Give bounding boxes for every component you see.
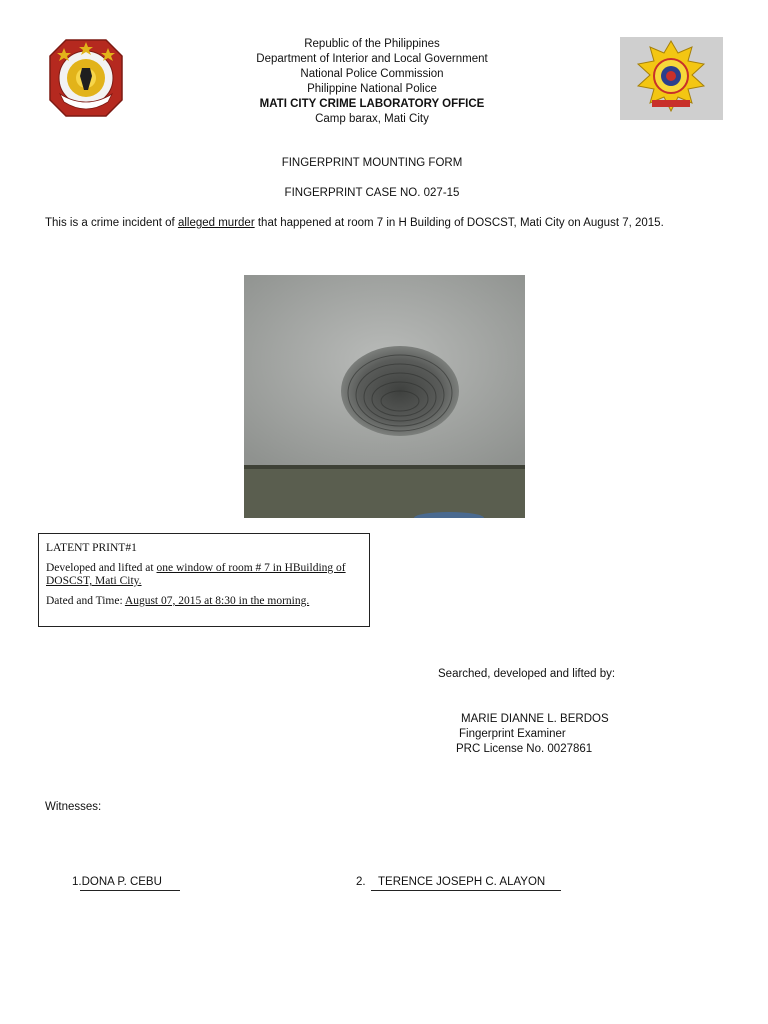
incident-prefix: This is a crime incident of (45, 217, 178, 229)
latent-print-developed (46, 562, 362, 588)
crime-laboratory-badge-icon (620, 37, 723, 120)
latent-developed-location: one window of room # 7 in HBuilding of DOSCST, Mati City. (46, 562, 346, 587)
examiner-license: PRC License No. 0027861 (456, 743, 593, 755)
letterhead (200, 37, 544, 127)
latent-fingerprint-photo (244, 275, 525, 518)
witness-1-name: DONA P. CEBU (81, 876, 162, 888)
form-title: FINGERPRINT MOUNTING FORM (281, 157, 463, 169)
witness-2-signature-line (371, 876, 561, 891)
witness-2-number: 2. (356, 876, 366, 888)
examiner-title: Fingerprint Examiner (459, 728, 566, 740)
pnp-seal-icon (46, 36, 126, 120)
latent-dated-value: August 07, 2015 at 8:30 in the morning. (124, 595, 310, 607)
witness-1-signature-line (80, 876, 180, 891)
incident-suffix: that happened at room 7 in H Building of DOSCST, Mati City on August 7, 2015. (254, 217, 664, 229)
latent-dated-label: Dated and Time: (46, 595, 125, 607)
case-number: FINGERPRINT CASE NO. 027-15 (284, 187, 460, 199)
letterhead-line-address: Camp barax, Mati City (315, 113, 429, 125)
latent-print-title: LATENT PRINT#1 (46, 542, 137, 554)
latent-print-dated (46, 595, 362, 608)
examiner-name: MARIE DIANNE L. BERDOS (461, 713, 609, 725)
witness-2-name: TERENCE JOSEPH C. ALAYON (378, 876, 546, 888)
witnesses-label: Witnesses: (45, 801, 102, 813)
letterhead-line-commission: National Police Commission (300, 68, 444, 80)
letterhead-line-republic: Republic of the Philippines (304, 38, 440, 50)
searched-by-label: Searched, developed and lifted by: (438, 668, 616, 680)
letterhead-line-department: Department of Interior and Local Government (256, 53, 488, 65)
letterhead-line-office: MATI CITY CRIME LABORATORY OFFICE (259, 98, 485, 110)
incident-description (45, 216, 705, 231)
witness-1-number: 1. (72, 876, 82, 888)
latent-developed-label: Developed and lifted at (46, 562, 157, 574)
incident-crime: alleged murder (177, 217, 255, 229)
letterhead-line-pnp: Philippine National Police (307, 83, 437, 95)
latent-print-box (38, 533, 370, 627)
